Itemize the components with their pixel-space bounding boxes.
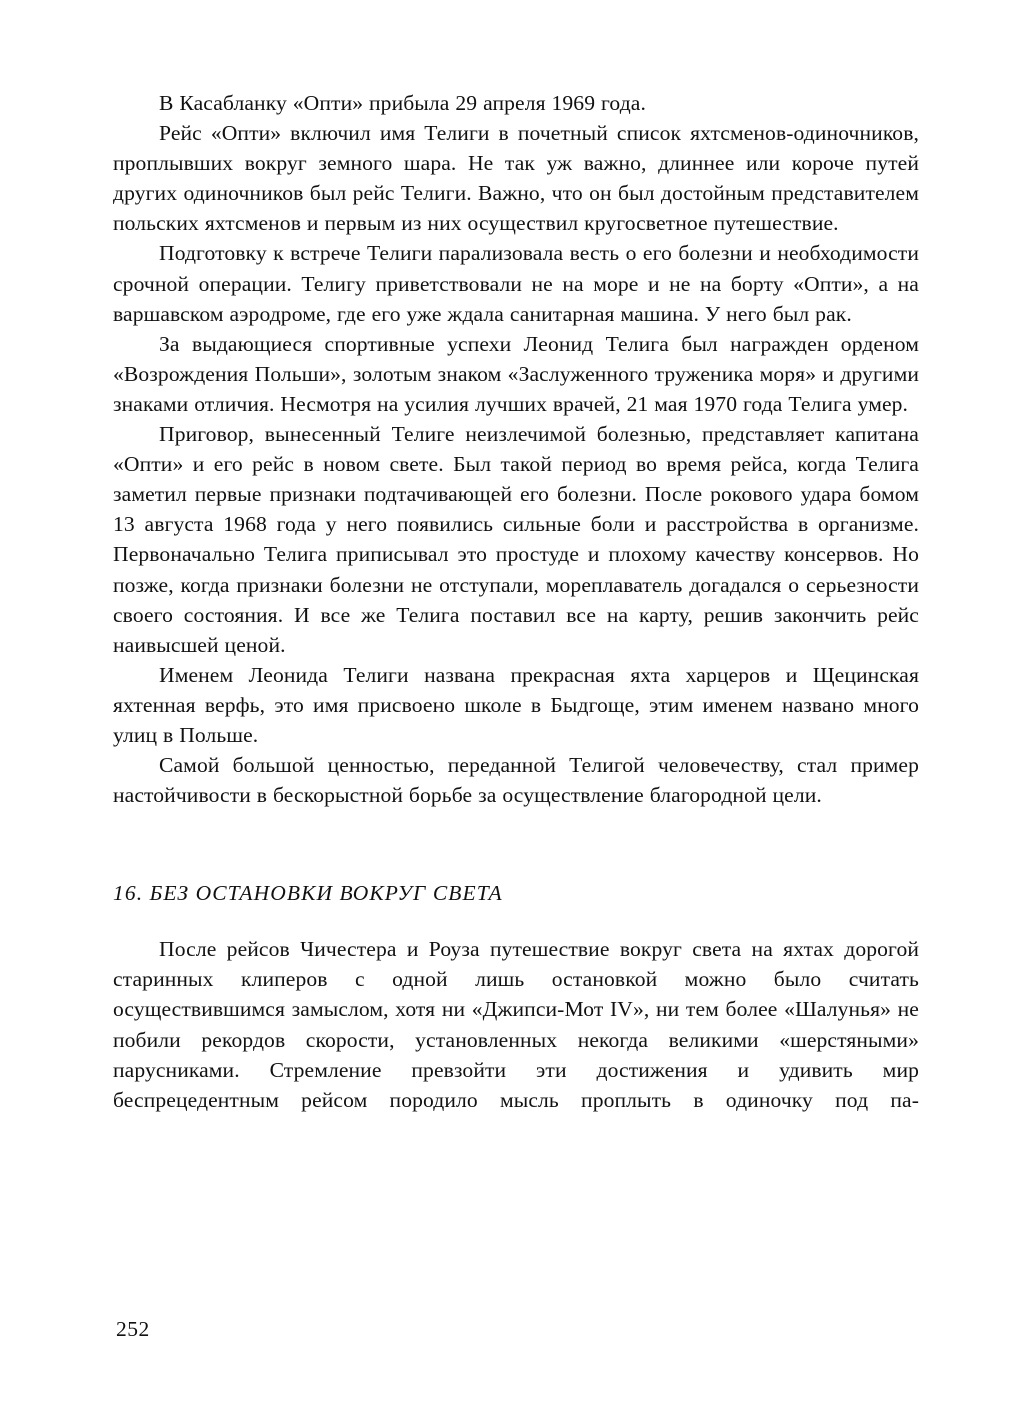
- paragraph-7: Самой большой ценностью, переданной Телигой человечеству, стал пример настойчивости в бескорыстной борьбе за осуществление благородной цели.: [113, 753, 919, 808]
- paragraph-3: Подготовку к встрече Телиги парализовала весть о его болезни и необходимости срочной операции. Телигу приветствовали не на море и не на борту «Опти», а на варшавском аэродроме, где его уже ждала санитарная машина. У него был рак.: [113, 241, 919, 326]
- paragraph-4: За выдающиеся спортивные успехи Леонид Телига был награжден орденом «Возрождения Польши», золотым знаком «Заслуженного труженика моря» и другими знаками отличия. Несмотря на усилия лучших врачей, 21 мая 1970 года Телига умер.: [113, 331, 919, 416]
- heading-spacer-above: [113, 810, 919, 878]
- paragraph-2: Рейс «Опти» включил имя Телиги в почетный список яхтсменов-одиночников, проплывших вокруг земного шара. Не так уж важно, длиннее или короче путей других одиночников был рейс Телиги. Важно, что он был достойным представителем польских яхтсменов и первым из них осуществил кругосветное путешествие.: [113, 121, 919, 236]
- section-heading: 16. БЕЗ ОСТАНОВКИ ВОКРУГ СВЕТА: [113, 881, 503, 906]
- paragraph-5: Приговор, вынесенный Телиге неизлечимой болезнью, представляет капитана «Опти» и его рейс в новом свете. Был такой период во время рейса, когда Телига заметил первые признаки подтачивающей его болезни. После рокового удара бомом 13 августа 1968 года у него появились сильные боли и расстройства в организме. Первоначально Телига приписывал это простуде и плохому качеству консервов. Но позже, когда признаки болезни не отступали, мореплаватель догадался о серьезности своего состояния. И все же Телига поставил все на карту, решив закончить рейс наивысшей ценой.: [113, 422, 919, 657]
- paragraph-6: Именем Леонида Телиги названа прекрасная яхта харцеров и Щецинская яхтенная верфь, это имя присвоено школе в Быдгоще, этим именем названо много улиц в Польше.: [113, 662, 919, 747]
- paragraph-1: В Касабланку «Опти» прибыла 29 апреля 1969 года.: [159, 91, 646, 115]
- heading-spacer-below: [113, 908, 919, 934]
- page-number: 252: [116, 1317, 150, 1341]
- text-column: [113, 88, 919, 1115]
- paragraph-8: После рейсов Чичестера и Роуза путешествие вокруг света на яхтах дорогой старинных клиперов с одной лишь остановкой можно было считать осуществившимся замыслом, хотя ни «Джипси-Мот IV», ни тем более «Шалунья» не побили рекордов скорости, установленных некогда великими «шерстяными» парусниками. Стремление превзойти эти достижения и удивить мир беспрецедентным рейсом породило мысль проплыть в одиночку под па-: [113, 937, 919, 1112]
